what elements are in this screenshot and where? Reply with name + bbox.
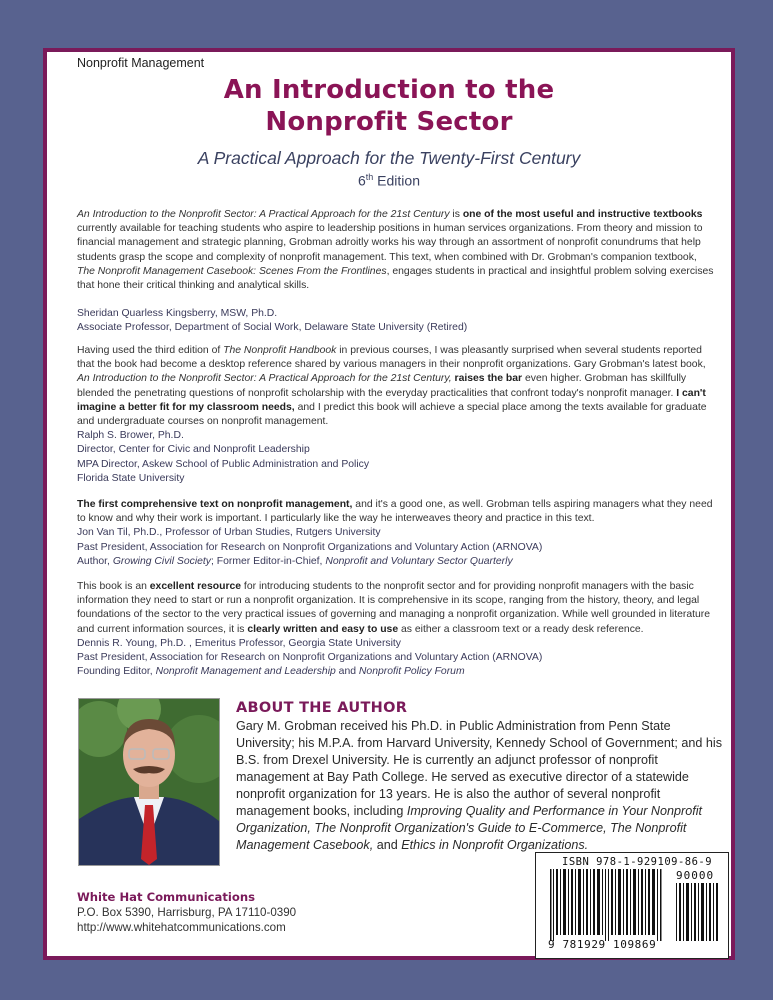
isbn-text: ISBN 978-1-929109-86-9 <box>562 856 713 868</box>
edition: 6th Edition <box>357 172 420 189</box>
barcode-bars-icon <box>550 869 722 941</box>
about-author-heading: ABOUT THE AUTHOR <box>236 700 408 716</box>
review-4: This book is an excellent resource for introducing students to the nonprofit sector and for providing nonprofit managers with the basic information they need to start or run a nonprofit organization. It is comprehensive in its scope, ranging from the history, theory, and legal foundations of the sector to the very practical issues of governing and managing a nonprofit organization. While well grounded in literature and current information sources, it is clearly written and easy to use as either a classroom text or a ready desk reference. Dennis R. Young, Ph.D. , Emeritus Professor, Georgia State University Past President, Association for Research on Nonprofit Organizations and Voluntary Action (ARNOVA) Founding Editor, Nonprofit Management and Leadership and Nonprofit Policy Forum <box>77 581 711 678</box>
review-2: Having used the third edition of The Nonprofit Handbook in previous courses, I was pleasantly surprised when several students reported that the book had become a desktop reference shared by various managers in their nonprofit organizations. Gary Grobman's latest book, An Introduction to the Nonprofit Sector: A Practical Approach for the 21st Century, raises the bar even higher. Grobman has skillfully blended the penetrating questions of nonprofit scholarship with the everyday practicalities that confront today's nonprofit manager. I can't imagine a better fit for my classroom needs, and I predict this book will achieve a special place among the texts available for graduate and undergraduate courses on nonprofit management. Ralph S. Brower, Ph.D. Director, Center for Civic and Nonprofit Leadership MPA Director, Askew School of Public Administration and Policy Florida State University <box>77 345 707 484</box>
barcode-digits: 9 781929 109869 <box>548 938 657 951</box>
back-cover <box>43 48 735 960</box>
attribution: Sheridan Quarless Kingsberry, MSW, Ph.D. <box>77 308 278 320</box>
review-1: An Introduction to the Nonprofit Sector: A Practical Approach for the 21st Century is one of the most useful and instructive textbooks currently available for teaching students who aspire to leadership positions in human services organizations. From theory and mission to financial management and strategic planning, Grobman adroitly works his way through an assortment of nonprofit conundrums that help students grasp the scope and complexity of nonprofit management. This text, when combined with Dr. Grobman's companion textbook, The Nonprofit Management Casebook: Scenes From the Frontlines, engages students in practical and insightful problem solving exercises that hone their critical thinking and analytical skills. Sheridan Quarless Kingsberry, MSW, Ph.D. Associate Professor, Department of Social Work, Delaware State University (Retired) <box>77 209 714 334</box>
title-line-2: Nonprofit Sector <box>265 107 513 137</box>
series-label: Nonprofit Management <box>77 56 205 70</box>
book-title <box>47 74 731 138</box>
title-line-1: An Introduction to the <box>223 75 555 105</box>
publisher-address: P.O. Box 5390, Harrisburg, PA 17110-0390 <box>77 906 297 919</box>
review-3: The first comprehensive text on nonprofit management, and it's a good one, as well. Grobman tells aspiring managers what they need to know and why their work is important. I particularly like the way he interweaves theory and practice in this text. Jon Van Til, Ph.D., Professor of Urban Studies, Rutgers University Past President, Association for Research on Nonprofit Organizations and Voluntary Action (ARNOVA) Author, Growing Civil Society; Former Editor-in-Chief, Nonprofit and Voluntary Sector Quarterly <box>77 499 713 567</box>
about-author-text: Gary M. Grobman received his Ph.D. in Public Administration from Penn State University; his M.P.A. from Harvard University, Kennedy School of Government; and his B.S. from Drexel University. He is currently an adjunct professor of nonprofit management at Bay Path College. He served as executive director of a statewide nonprofit organization for 13 years. He is also the author of several nonprofit management books, including Improving Quality and Performance in Your Nonprofit Organization, The Nonprofit Organization's Guide to E-Commerce, The Nonprofit Management Casebook, and Ethics in Nonprofit Organizations. <box>236 719 722 852</box>
isbn-barcode <box>535 852 729 959</box>
publisher-url[interactable]: http://www.whitehatcommunications.com <box>77 921 286 934</box>
book-subtitle: A Practical Approach for the Twenty-First Century <box>197 148 581 168</box>
publisher-name: White Hat Communications <box>77 890 256 904</box>
publisher-info <box>77 890 296 935</box>
price-code: 90000 <box>676 869 715 882</box>
author-photo <box>78 698 220 866</box>
